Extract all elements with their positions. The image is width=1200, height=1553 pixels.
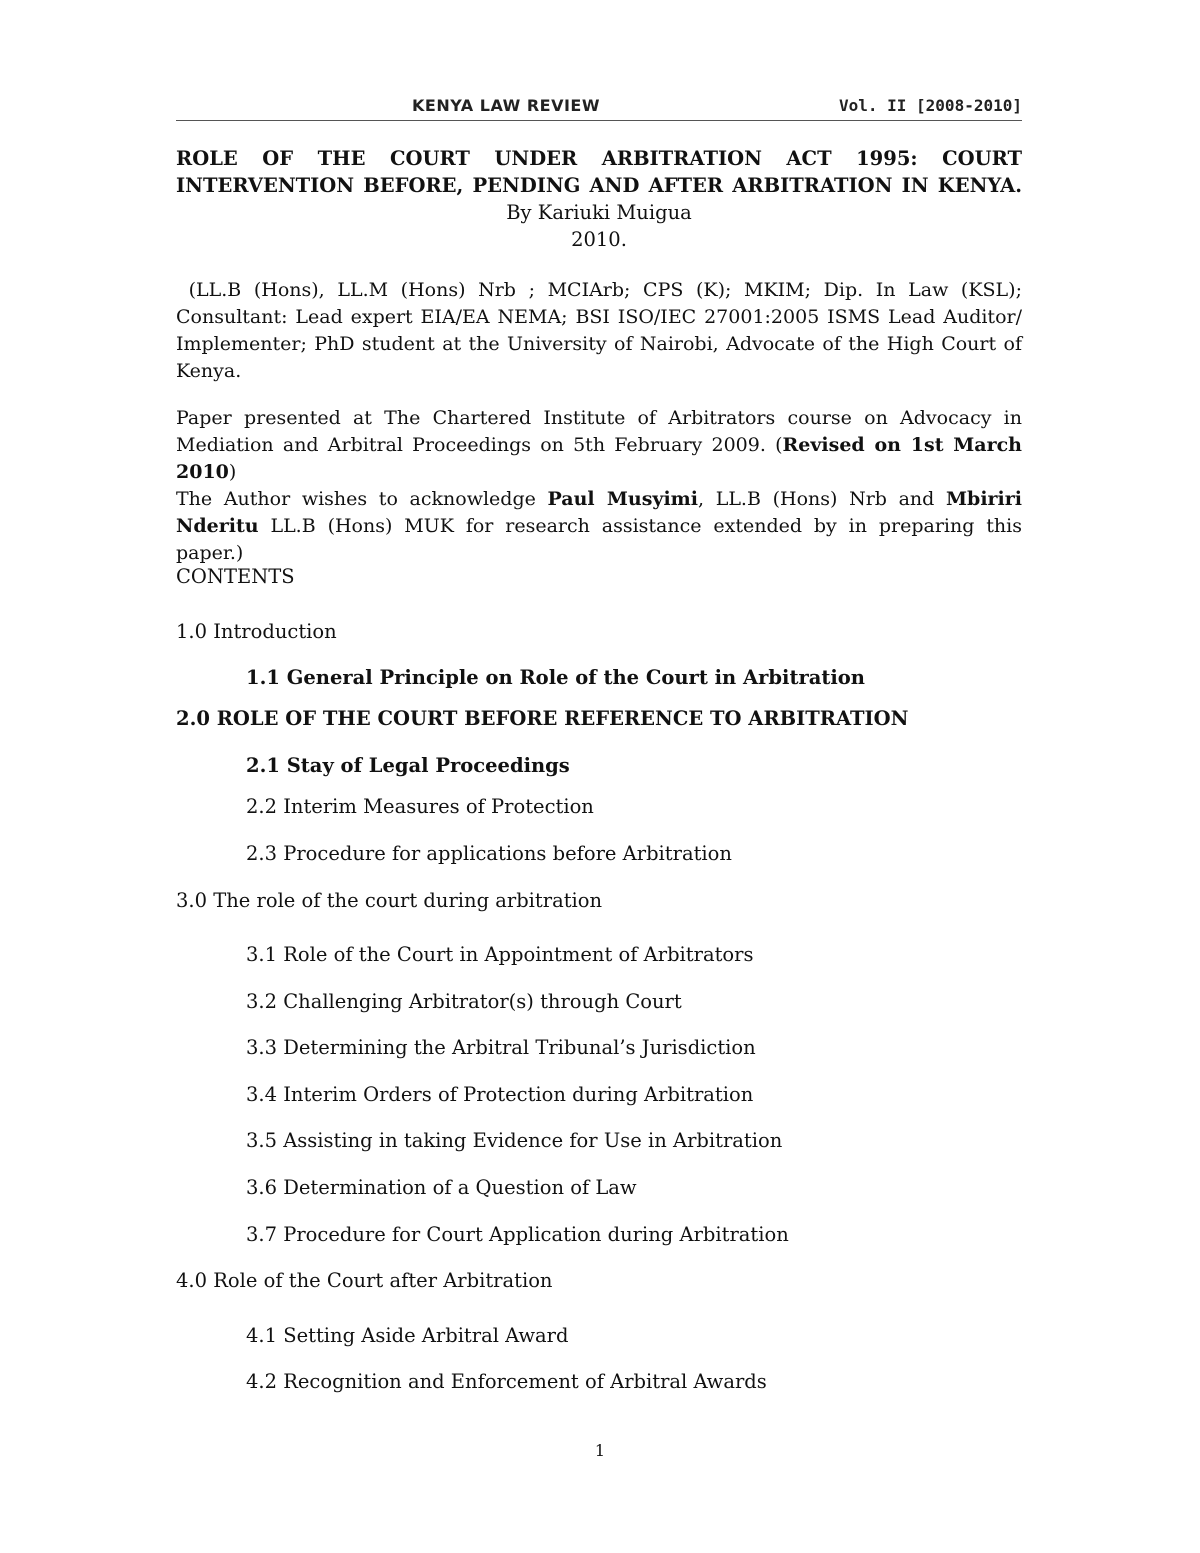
toc-item: 4.1 Setting Aside Arbitral Award — [246, 1324, 569, 1347]
toc-item: 1.1 General Principle on Role of the Court in Arbitration — [246, 666, 865, 689]
toc-item: 3.7 Procedure for Court Application during Arbitration — [246, 1223, 789, 1246]
toc-item: 1.0 Introduction — [176, 620, 337, 643]
paper-title — [176, 145, 1022, 199]
acknowledged-name: Paul Musyimi — [547, 488, 698, 510]
toc-item: 3.5 Assisting in taking Evidence for Use in Arbitration — [246, 1129, 783, 1152]
author-byline: By Kariuki Muigua — [506, 201, 692, 224]
note-line: Nderitu LL.B (Hons) MUK for research assistance extended by in preparing this paper.) — [176, 515, 1022, 564]
toc-item: 2.3 Procedure for applications before Arbitration — [246, 842, 732, 865]
note-line: Mediation and Arbitral Proceedings on 5th February 2009. (Revised on 1st March 2010) — [176, 434, 1022, 483]
page-number: 1 — [594, 1441, 606, 1460]
volume-label: Vol. II [2008-2010] — [838, 96, 1022, 115]
toc-item: 3.2 Challenging Arbitrator(s) through Court — [246, 990, 682, 1013]
toc-item: 3.6 Determination of a Question of Law — [246, 1176, 637, 1199]
toc-item: 3.4 Interim Orders of Protection during Arbitration — [246, 1083, 754, 1106]
paper-year: 2010. — [571, 228, 627, 251]
revised-date: Revised on 1st March 2010 — [176, 434, 1022, 483]
acknowledged-name: Mbiriri — [946, 488, 1022, 510]
toc-item: 3.0 The role of the court during arbitration — [176, 889, 603, 912]
title-line-2: INTERVENTION BEFORE, PENDING AND AFTER ARBITRATION IN KENYA. — [176, 174, 1022, 197]
credentials-line: (LL.B (Hons), LL.M (Hons) Nrb ; MCIArb; CPS (K); MKIM; Dip. In Law (KSL); — [176, 279, 1022, 301]
title-line-1: ROLE OF THE COURT UNDER ARBITRATION ACT 1995: COURT — [176, 147, 1022, 170]
toc-item: 2.1 Stay of Legal Proceedings — [246, 754, 570, 777]
toc-item: 4.2 Recognition and Enforcement of Arbitral Awards — [246, 1370, 767, 1393]
note-line: The Author wishes to acknowledge Paul Musyimi, LL.B (Hons) Nrb and Mbiriri — [176, 488, 1022, 510]
toc-item: 3.1 Role of the Court in Appointment of Arbitrators — [246, 943, 754, 966]
contents-heading: CONTENTS — [176, 565, 295, 588]
toc-item: 2.0 ROLE OF THE COURT BEFORE REFERENCE TO ARBITRATION — [176, 707, 909, 730]
toc-item: 3.3 Determining the Arbitral Tribunal’s Jurisdiction — [246, 1036, 756, 1059]
acknowledged-name: Nderitu — [176, 515, 259, 537]
credentials-line: Kenya. — [176, 360, 242, 382]
paper-note — [176, 405, 1022, 567]
toc-item: 4.0 Role of the Court after Arbitration — [176, 1269, 553, 1292]
note-line: Paper presented at The Chartered Institute of Arbitrators course on Advocacy in — [176, 407, 1022, 429]
credentials-line: Consultant: Lead expert EIA/EA NEMA; BSI ISO/IEC 27001:2005 ISMS Lead Auditor/ — [176, 306, 1022, 328]
credentials-line: Implementer; PhD student at the University of Nairobi, Advocate of the High Court of — [176, 333, 1022, 355]
toc-item: 2.2 Interim Measures of Protection — [246, 795, 594, 818]
running-header — [176, 94, 1022, 121]
journal-name: KENYA LAW REVIEW — [412, 96, 600, 115]
author-credentials — [176, 277, 1022, 385]
